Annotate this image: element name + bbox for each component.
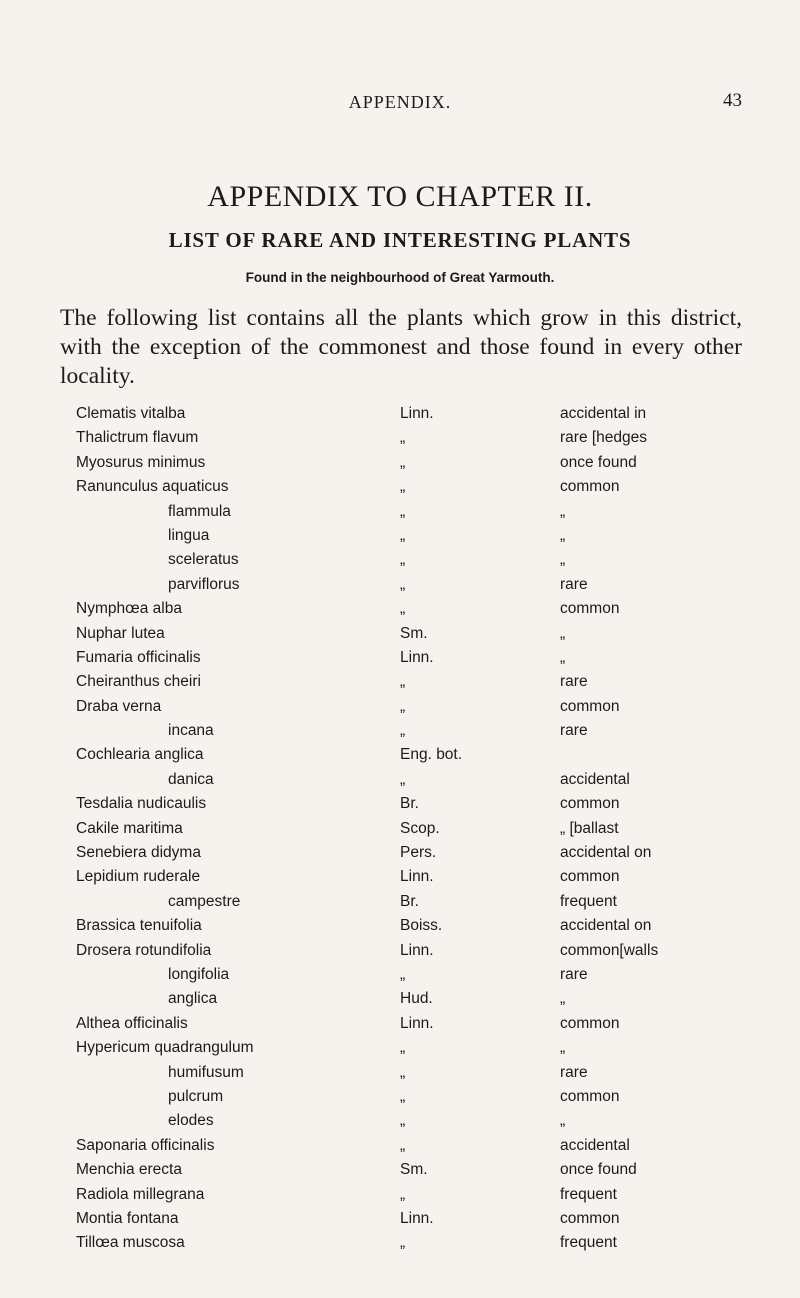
plant-authority: „ [400, 1185, 406, 1203]
plant-row [0, 451, 800, 475]
plant-name: Menchia erecta [76, 1161, 182, 1179]
plant-row [0, 500, 800, 524]
plant-authority: „ [400, 575, 406, 593]
plant-status: once found [560, 1161, 637, 1179]
plant-row [0, 1207, 800, 1231]
plant-status: frequent [560, 1234, 617, 1252]
plant-name: humifusum [168, 1063, 244, 1081]
plant-status: accidental on [560, 844, 652, 862]
plant-authority: „ [400, 1234, 406, 1252]
plant-status: common [560, 1087, 620, 1105]
plant-row [0, 792, 800, 816]
plant-status: accidental in [560, 405, 647, 422]
plant-row [0, 768, 800, 792]
plant-status: „ [ballast [560, 819, 619, 837]
plant-row [0, 841, 800, 865]
plant-name: Cakile maritima [76, 819, 183, 837]
plant-status: „ [560, 502, 566, 520]
plant-name: Nymphœa alba [76, 600, 182, 618]
plant-row [0, 426, 800, 450]
plant-status: „ [560, 990, 566, 1008]
plant-status: rare [560, 673, 588, 691]
plant-row [0, 1061, 800, 1085]
plant-authority: „ [400, 965, 406, 983]
plant-authority: „ [400, 722, 406, 740]
list-heading: LIST OF RARE AND INTERESTING PLANTS [168, 228, 632, 252]
plant-authority: „ [400, 1039, 406, 1057]
plant-row [0, 1231, 800, 1255]
plant-authority: „ [400, 1063, 406, 1081]
plant-status: common [560, 600, 620, 618]
plant-name: campestre [168, 892, 241, 910]
plant-authority: Br. [400, 795, 419, 813]
plant-authority: Eng. bot. [400, 746, 463, 764]
plant-authority: „ [400, 526, 406, 544]
plant-status: common [560, 478, 620, 496]
plant-authority: „ [400, 478, 406, 496]
plant-row [0, 1158, 800, 1182]
plant-name: Hypericum quadrangulum [76, 1039, 254, 1057]
plant-status: common[walls [560, 941, 659, 959]
plant-row [0, 622, 800, 646]
plant-status: rare [560, 965, 588, 983]
plant-row [0, 1036, 800, 1060]
plant-name: elodes [168, 1112, 214, 1130]
plant-status: „ [560, 1112, 566, 1130]
running-head [0, 92, 800, 116]
plant-authority: Linn. [400, 405, 434, 422]
plant-name: Cheiranthus cheiri [76, 673, 201, 691]
plant-name: Althea officinalis [76, 1014, 188, 1032]
plant-row [0, 548, 800, 572]
plant-name: lingua [168, 526, 210, 544]
plant-row [0, 670, 800, 694]
plant-name: flammula [168, 502, 231, 520]
plant-authority: Pers. [400, 844, 437, 862]
plant-name: Lepidium ruderale [76, 868, 201, 886]
page-number: 43 [723, 90, 742, 111]
plant-status: common [560, 1014, 620, 1032]
plant-status: rare [hedges [560, 429, 648, 447]
plant-row [0, 963, 800, 987]
plant-authority: Linn. [400, 1209, 434, 1227]
plant-authority: „ [400, 1136, 406, 1154]
plant-status: common [560, 1209, 620, 1227]
plant-name: Saponaria officinalis [76, 1136, 215, 1154]
plant-authority: Linn. [400, 648, 434, 666]
plant-authority: „ [400, 453, 406, 471]
plant-authority: Br. [400, 892, 419, 910]
plant-status: accidental [560, 770, 630, 788]
plant-name: Tillœa muscosa [76, 1234, 185, 1252]
plant-authority: Boiss. [400, 917, 443, 935]
plant-authority: „ [400, 770, 406, 788]
plant-name: parviflorus [168, 575, 240, 593]
plant-status: rare [560, 722, 588, 740]
intro-paragraph: The following list contains all the plants which grow in this district, with the exception of the commonest and those found in every other locality. [60, 305, 742, 389]
plant-name: sceleratus [168, 551, 239, 569]
plant-row [0, 743, 800, 767]
plant-row [0, 524, 800, 548]
plant-authority: Linn. [400, 941, 434, 959]
plant-row [0, 817, 800, 841]
plant-row [0, 1085, 800, 1109]
plant-name: Senebiera didyma [76, 844, 201, 862]
plant-name: danica [168, 770, 214, 788]
plant-status: rare [560, 575, 588, 593]
plant-authority: „ [400, 551, 406, 569]
plant-authority: „ [400, 1087, 406, 1105]
plant-status: „ [560, 551, 566, 569]
plant-row [0, 914, 800, 938]
plant-name: anglica [168, 990, 218, 1008]
appendix-heading: APPENDIX TO CHAPTER II. [207, 180, 593, 213]
plant-authority: „ [400, 429, 406, 447]
plant-status: frequent [560, 892, 617, 910]
plant-authority: „ [400, 502, 406, 520]
subheading: Found in the neighbourhood of Great Yarmouth. [245, 270, 555, 285]
plant-row [0, 939, 800, 963]
plant-status: accidental on [560, 917, 652, 935]
plant-row [0, 573, 800, 597]
plant-row [0, 402, 800, 426]
plant-status: „ [560, 526, 566, 544]
plant-status: „ [560, 624, 566, 642]
plant-status: „ [560, 1039, 566, 1057]
plant-row [0, 1183, 800, 1207]
plant-authority: „ [400, 600, 406, 618]
plant-row [0, 695, 800, 719]
plant-name: Fumaria officinalis [76, 648, 201, 666]
plant-authority: „ [400, 1112, 406, 1130]
plant-row [0, 1134, 800, 1158]
plant-row [0, 719, 800, 743]
running-title: APPENDIX. [348, 92, 452, 112]
plant-name: Radiola millegrana [76, 1185, 205, 1203]
plant-authority: Linn. [400, 1014, 434, 1032]
plant-status: „ [560, 648, 566, 666]
plant-name: Ranunculus aquaticus [76, 478, 229, 496]
plant-name: Tesdalia nudicaulis [76, 795, 207, 813]
plant-row [0, 1109, 800, 1133]
plant-name: Thalictrum flavum [76, 429, 199, 447]
plant-status: rare [560, 1063, 588, 1081]
plant-row [0, 987, 800, 1011]
plant-name: incana [168, 722, 214, 740]
plant-authority: Hud. [400, 990, 433, 1008]
plant-name: Clematis vitalba [76, 405, 186, 422]
plant-name: Cochlearia anglica [76, 746, 204, 764]
plant-name: Montia fontana [76, 1209, 179, 1227]
plant-row [0, 1012, 800, 1036]
plant-name: Nuphar lutea [76, 624, 165, 642]
plant-row [0, 865, 800, 889]
plant-status: common [560, 868, 620, 886]
plant-name: pulcrum [168, 1087, 224, 1105]
plant-authority: Sm. [400, 1161, 428, 1179]
plant-authority: „ [400, 697, 406, 715]
plant-row [0, 475, 800, 499]
plant-row [0, 597, 800, 621]
plant-authority: Sm. [400, 624, 428, 642]
plant-name: longifolia [168, 965, 230, 983]
plant-name: Brassica tenuifolia [76, 917, 202, 935]
plant-status: once found [560, 453, 637, 471]
plant-row [0, 890, 800, 914]
plant-status: common [560, 795, 620, 813]
plant-name: Drosera rotundifolia [76, 941, 212, 959]
plant-name: Myosurus minimus [76, 453, 206, 471]
plant-name: Draba verna [76, 697, 162, 715]
plant-list [0, 402, 800, 1256]
plant-authority: Linn. [400, 868, 434, 886]
plant-authority: Scop. [400, 819, 440, 837]
plant-authority: „ [400, 673, 406, 691]
plant-status: accidental [560, 1136, 630, 1154]
plant-status: frequent [560, 1185, 617, 1203]
plant-status: common [560, 697, 620, 715]
plant-row [0, 646, 800, 670]
